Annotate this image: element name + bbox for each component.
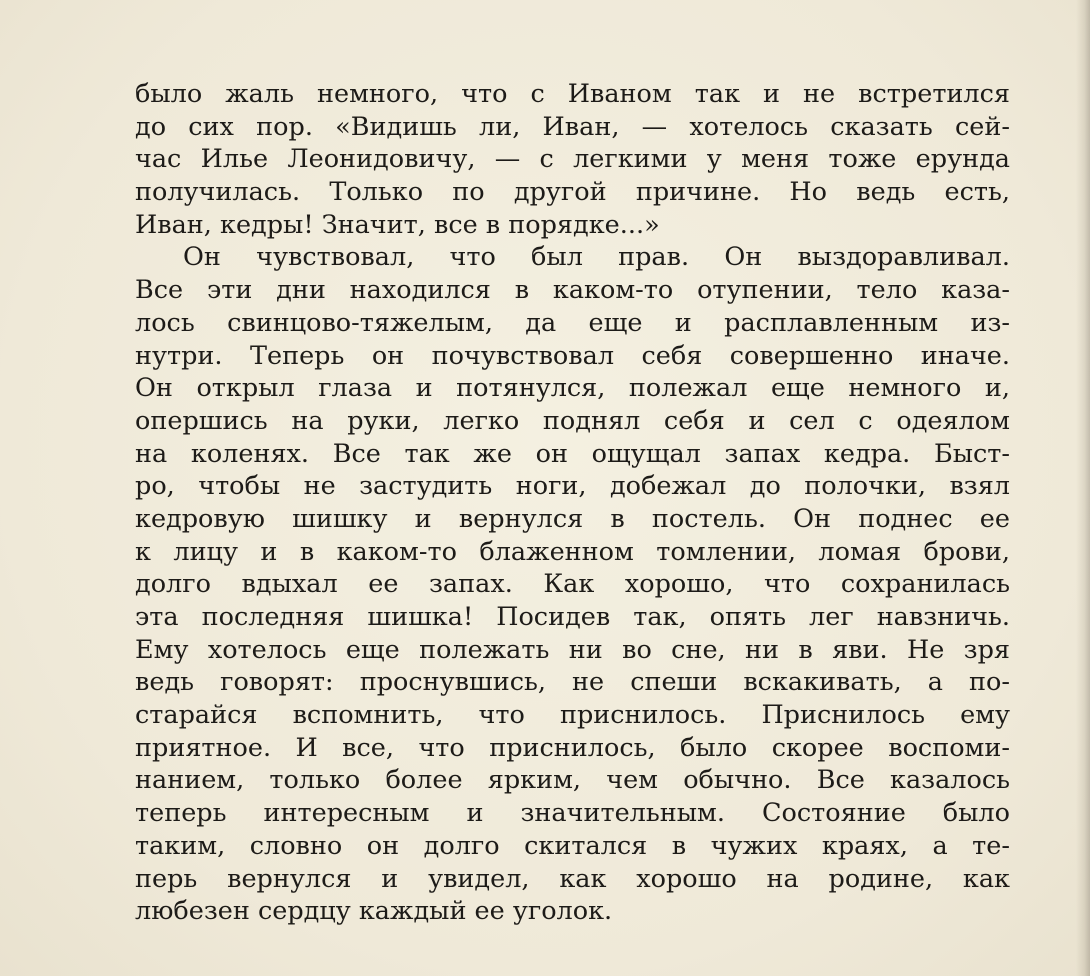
- page-text: [135, 78, 1010, 928]
- text-line: кедровую шишку и вернулся в постель. Он поднес ее: [135, 503, 1010, 534]
- text-line: нутри. Теперь он почувствовал себя совершенно иначе.: [135, 340, 1010, 371]
- page-edge-shadow: [1076, 0, 1090, 976]
- text-line: лось свинцово-тяжелым, да еще и расплавленным из-: [135, 307, 1010, 338]
- text-line: на коленях. Все так же он ощущал запах кедра. Быст-: [135, 438, 1010, 469]
- text-line: долго вдыхал ее запах. Как хорошо, что сохранилась: [135, 569, 1010, 600]
- text-line: старайся вспомнить, что приснилось. Приснилось ему: [135, 700, 1010, 731]
- text-line: Он открыл глаза и потянулся, полежал еще немного и,: [135, 373, 1010, 404]
- text-line: приятное. И все, что приснилось, было скорее воспоми-: [135, 732, 1010, 763]
- text-line: Ему хотелось еще полежать ни во сне, ни в яви. Не зря: [135, 634, 1010, 665]
- text-line: эта последняя шишка! Посидев так, опять лег навзничь.: [135, 602, 1010, 632]
- text-line: к лицу и в каком-то блаженном томлении, ломая брови,: [135, 536, 1010, 567]
- text-line: до сих пор. «Видишь ли, Иван, — хотелось сказать сей-: [135, 111, 1010, 142]
- text-line: ро, чтобы не застудить ноги, добежал до полочки, взял: [135, 471, 1010, 502]
- text-line: теперь интересным и значительным. Состояние было: [135, 798, 1010, 829]
- text-line: ведь говорят: проснувшись, не спеши вскакивать, а по-: [135, 667, 1010, 698]
- text-line: Он чувствовал, что был прав. Он выздоравливал.: [183, 242, 1010, 273]
- text-line: было жаль немного, что с Иваном так и не встретился: [135, 79, 1010, 109]
- text-line: час Илье Леонидовичу, — с легкими у меня тоже ерунда: [135, 144, 1010, 175]
- text-line: нанием, только более ярким, чем обычно. Все казалось: [135, 765, 1010, 796]
- text-line: перь вернулся и увидел, как хорошо на родине, как: [135, 863, 1010, 894]
- text-line: Все эти дни находился в каком-то отупении, тело каза-: [135, 275, 1010, 306]
- text-line: любезен сердцу каждый ее уголок.: [135, 896, 613, 927]
- text-line: получилась. Только по другой причине. Но ведь есть,: [135, 177, 1010, 208]
- text-line: Иван, кедры! Значит, все в порядке...»: [135, 209, 660, 240]
- text-line: опершись на руки, легко поднял себя и сел с одеялом: [135, 405, 1010, 436]
- text-line: таким, словно он долго скитался в чужих краях, а те-: [135, 830, 1010, 861]
